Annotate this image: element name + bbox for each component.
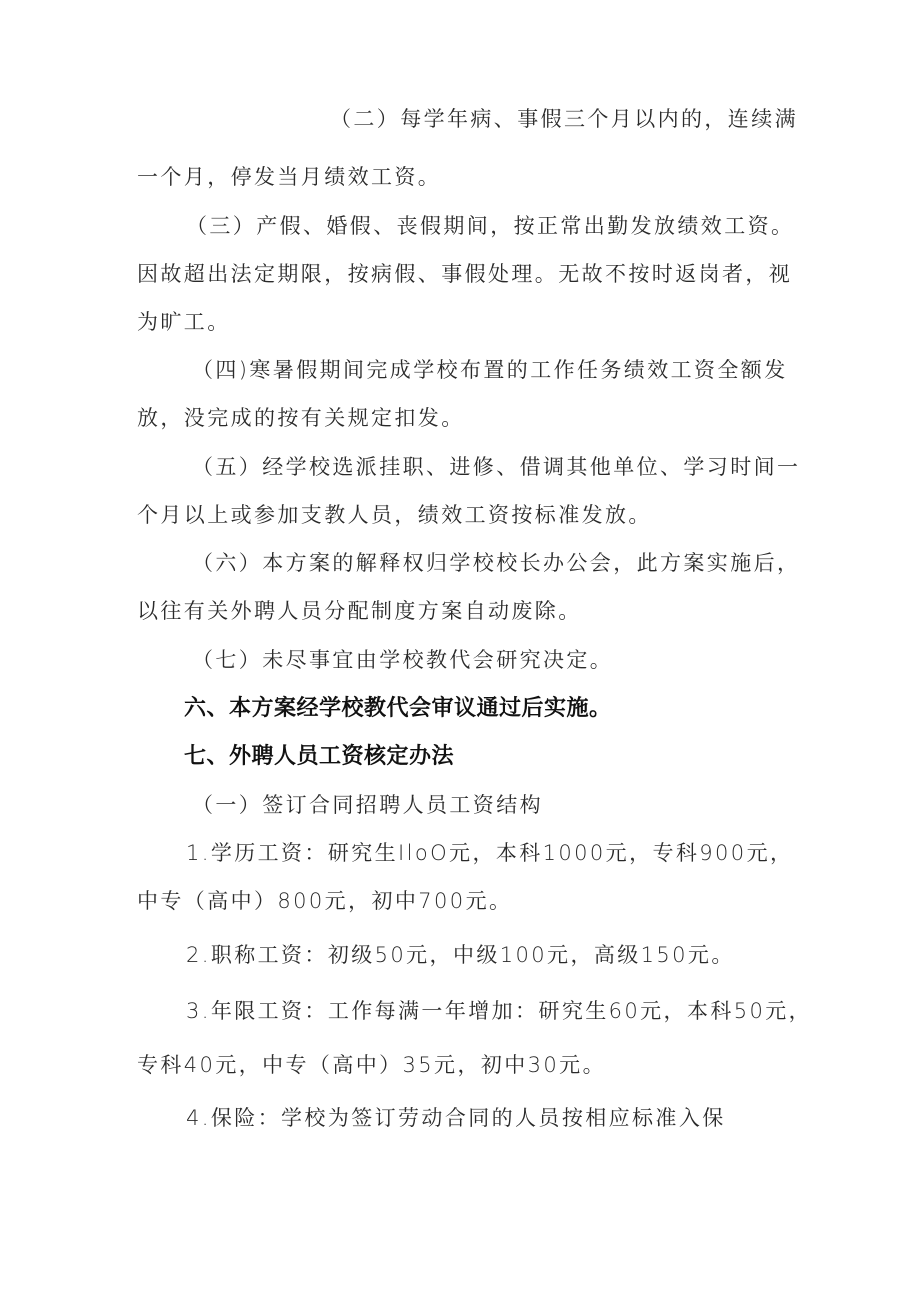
paragraph-line: （三）产假、婚假、丧假期间，按正常出勤发放绩效工资。 [186, 214, 795, 238]
paragraph-line: 专科40元，中专（高中）35元，初中30元。 [137, 1053, 606, 1077]
paragraph-line: 4.保险：学校为签订劳动合同的人员按相应标准入保 [186, 1106, 726, 1130]
paragraph-line: 1.学历工资：研究生IloO元，本科1000元，专科900元， [186, 841, 794, 865]
paragraph-line: 2.职称工资：初级50元，中级100元，高级150元。 [186, 943, 735, 967]
paragraph-line: （二）每学年病、事假三个月以内的，连续满 [330, 107, 798, 131]
section-heading: 七、外聘人员工资核定办法 [184, 744, 455, 769]
paragraph-line: （六）本方案的解释权归学校校长办公会，此方案实施后， [192, 551, 801, 575]
paragraph-line: 以往有关外聘人员分配制度方案自动废除。 [137, 599, 582, 623]
paragraph-line: 放，没完成的按有关规定扣发。 [137, 406, 465, 430]
paragraph-line: 一个月，停发当月绩效工资。 [137, 165, 442, 189]
paragraph-line: 个月以上或参加支教人员，绩效工资按标准发放。 [137, 503, 652, 527]
section-heading: 六、本方案经学校教代会审议通过后实施。 [184, 696, 612, 721]
paragraph-line: 3.年限工资：工作每满一年增加：研究生60元，本科50元， [186, 999, 813, 1023]
paragraph-line: 中专（高中）800元，初中700元。 [137, 889, 513, 913]
subsection-heading: （一）签订合同招聘人员工资结构 [192, 793, 543, 817]
paragraph-line: （七）未尽事宜由学校教代会研究决定。 [192, 648, 614, 672]
paragraph-line: 因故超出法定期限，按病假、事假处理。无故不按时返岗者，视 [137, 262, 793, 286]
paragraph-line: （四)寒暑假期间完成学校布置的工作任务绩效工资全额发 [192, 358, 788, 382]
paragraph-line: （五）经学校选派挂职、进修、借调其他单位、学习时间一 [192, 455, 801, 479]
paragraph-line: 为旷工。 [137, 310, 231, 334]
